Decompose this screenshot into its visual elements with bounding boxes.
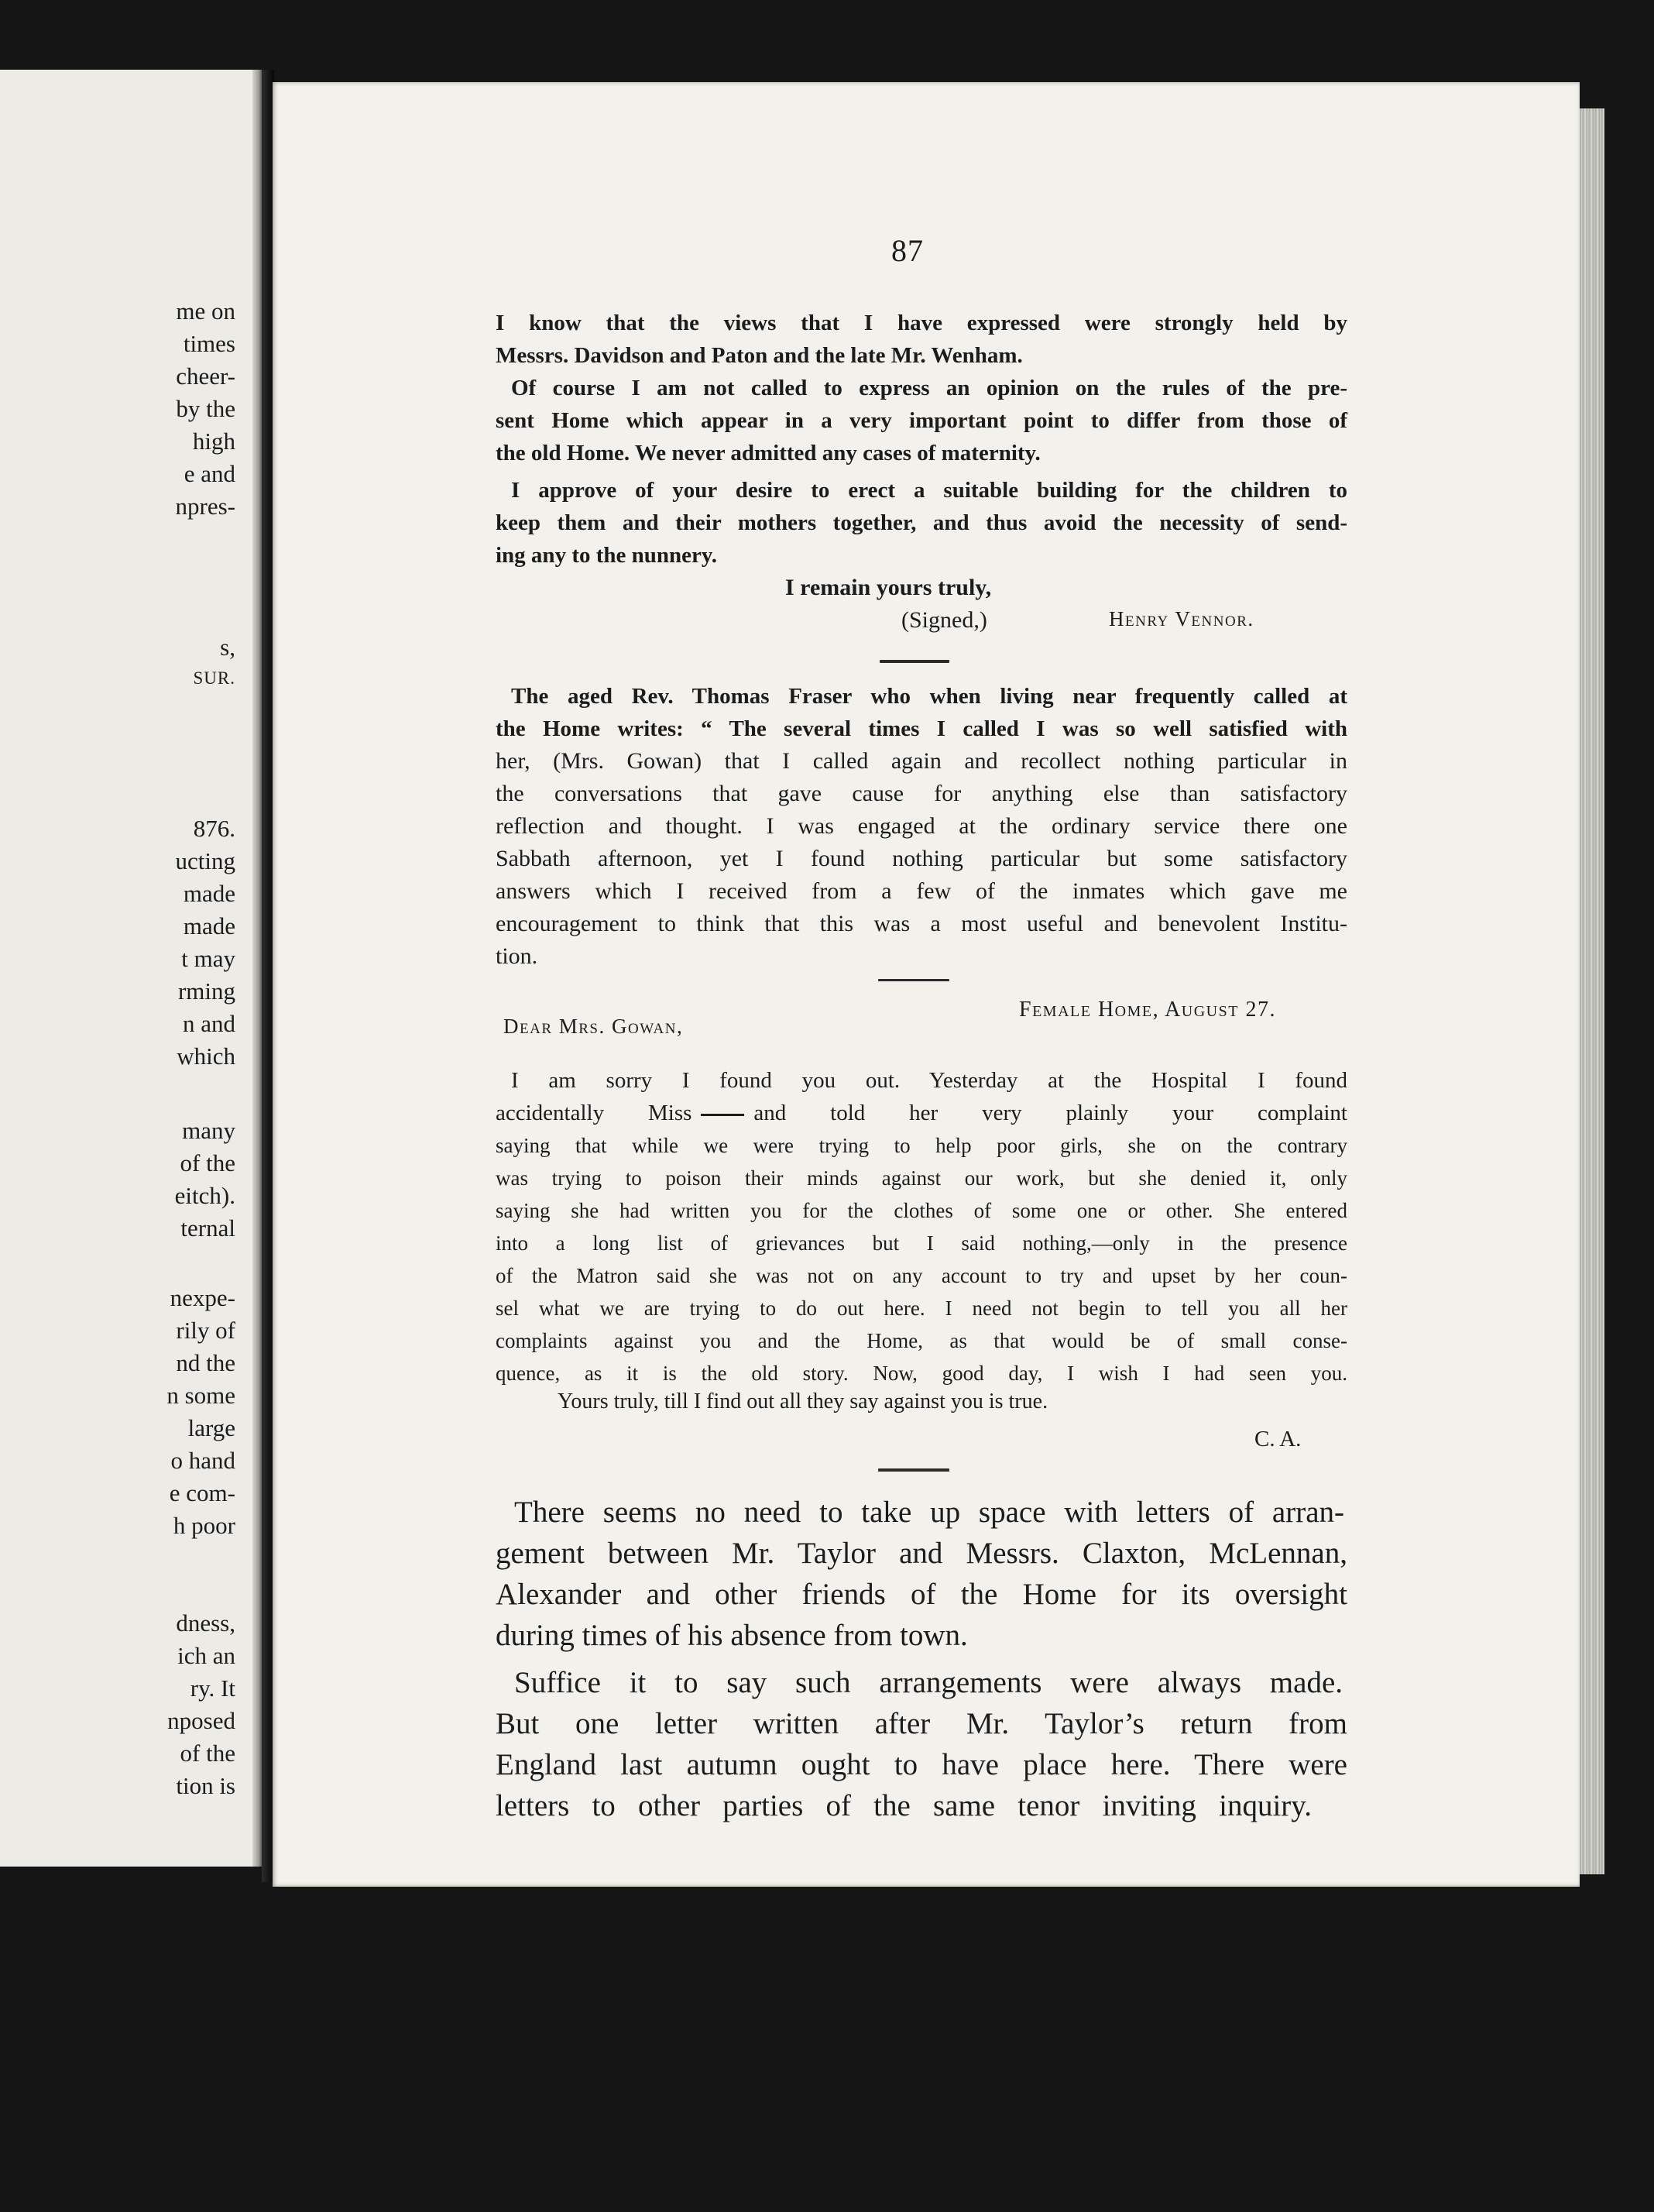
body-line: reflection and thought. I was engaged at the ordinary service there one [496,813,1347,839]
body-line: gement between Mr. Taylor and Messrs. Claxton, McLennan, [496,1537,1347,1570]
left-fragment: of the [180,1740,235,1767]
body-line: I know that the views that I have expressed were strongly held by [496,311,1347,335]
body-line: letters to other parties of the same tenor inviting inquiry. [496,1789,1312,1822]
body-line: I approve of your desire to erect a suitable building for the children to [511,478,1347,503]
left-fragment: tion is [176,1772,235,1799]
body-line: Messrs. Davidson and Paton and the late Mr. Wenham. [496,343,1023,368]
left-fragment: 876. [193,815,235,842]
body-line: the Home writes: “ The several times I called I was so well satisfied with [496,716,1347,741]
left-page [0,70,262,1867]
letter-line: was trying to poison their minds against our work, but she denied it, only [496,1166,1347,1190]
left-fragment: e com- [169,1479,235,1506]
letter-line: of the Matron said she was not on any account to try and upset by her coun- [496,1264,1347,1287]
left-fragment: cheer- [176,362,235,390]
left-fragment: npres- [175,493,235,520]
left-fragment: dness, [176,1609,235,1637]
section-rule [880,660,949,663]
closing: I remain yours truly, [785,575,992,600]
left-fragment: of the [180,1149,235,1176]
left-fragment: me on [176,297,235,325]
left-fragment: n and [182,1010,235,1037]
left-fragment: rming [177,977,235,1005]
body-line: encouragement to think that this was a most useful and benevolent Institu- [496,911,1347,936]
letter-dateline: Female Home, August 27. [1019,998,1276,1022]
body-line: tion. [496,943,538,969]
body-line: There seems no need to take up space with letters of arran- [514,1496,1344,1529]
signer-name: Henry Vennor. [1109,607,1254,630]
page-number: 87 [891,233,924,268]
body-line: Alexander and other friends of the Home for its oversight [496,1578,1347,1611]
left-fragment: t may [181,945,235,972]
left-fragment: made [183,880,235,907]
letter-line: saying that while we were trying to help poor girls, she on the contrary [496,1134,1347,1157]
letter-closing: Yours truly, till I find out all they say against you is true. [558,1389,1048,1413]
letter-line: quence, as it is the old story. Now, good day, I wish I had seen you. [496,1362,1347,1385]
left-fragment: e and [184,460,235,487]
left-fragment: which [177,1042,235,1070]
letter-line: saying she had written you for the clothes of some one or other. She entered [496,1199,1347,1222]
left-fragment: times [183,330,235,357]
body-line: England last autumn ought to have place here. There were [496,1748,1347,1781]
body-line: the conversations that gave cause for anything else than satisfactory [496,781,1347,806]
left-fragment: SUR. [193,668,235,688]
body-line: But one letter written after Mr. Taylor’s return from [496,1707,1347,1740]
left-fragment: h poor [173,1512,235,1539]
left-fragment: by the [176,395,235,422]
body-line: answers which I received from a few of the inmates which gave me [496,878,1347,904]
section-rule [878,1468,949,1472]
signed-label: (Signed,) [901,607,987,633]
left-fragment: eitch). [174,1182,235,1209]
letter-line-part: accidentally Miss [496,1101,692,1125]
body-line: Sabbath afternoon, yet I found nothing particular but some satisfactory [496,846,1347,871]
redaction-dash [701,1114,744,1116]
left-fragment: ry. It [190,1674,235,1702]
body-line: Suffice it to say such arrangements were always made. [514,1666,1343,1699]
section-rule [878,979,949,981]
body-line: sent Home which appear in a very important point to differ from those of [496,408,1347,433]
letter-line: into a long list of grievances but I said nothing,—only in the presence [496,1231,1347,1255]
left-fragment: ucting [175,847,235,874]
left-fragment: n some [166,1382,235,1409]
body-line: Of course I am not called to express an opinion on the rules of the pre- [511,376,1347,400]
letter-line [496,1097,1347,1129]
body-line: ing any to the nunnery. [496,543,718,568]
left-fragment: made [183,912,235,939]
left-fragment: nd the [176,1349,235,1376]
left-fragment: nexpe- [170,1284,235,1311]
letter-line-part: and told her very plainly your complaint [753,1101,1347,1125]
body-line: The aged Rev. Thomas Fraser who when living near frequently called at [511,684,1347,709]
left-fragment: o hand [170,1447,235,1474]
letter-salutation: Dear Mrs. Gowan, [503,1015,684,1038]
left-fragment: s, [220,634,235,661]
letter-initials: C. A. [1254,1427,1302,1451]
left-fragment: high [192,428,235,455]
letter-line: sel what we are trying to do out here. I need not begin to tell you all her [496,1297,1347,1320]
left-page-edge [252,70,262,1867]
left-fragment: ich an [177,1642,235,1669]
left-fragment: many [182,1117,235,1144]
letter-line: complaints against you and the Home, as that would be of small conse- [496,1329,1347,1352]
left-fragment: ternal [180,1214,235,1242]
left-fragment: nposed [167,1707,235,1734]
body-line: during times of his absence from town. [496,1619,968,1652]
body-line: keep them and their mothers together, and thus avoid the necessity of send- [496,510,1347,535]
body-line: her, (Mrs. Gowan) that I called again and recollect nothing particular in [496,748,1347,774]
left-fragment: rily of [176,1317,235,1344]
left-fragment: large [187,1414,235,1441]
body-line: the old Home. We never admitted any cases of maternity. [496,441,1041,465]
letter-line: I am sorry I found you out. Yesterday at the Hospital I found [511,1068,1347,1093]
